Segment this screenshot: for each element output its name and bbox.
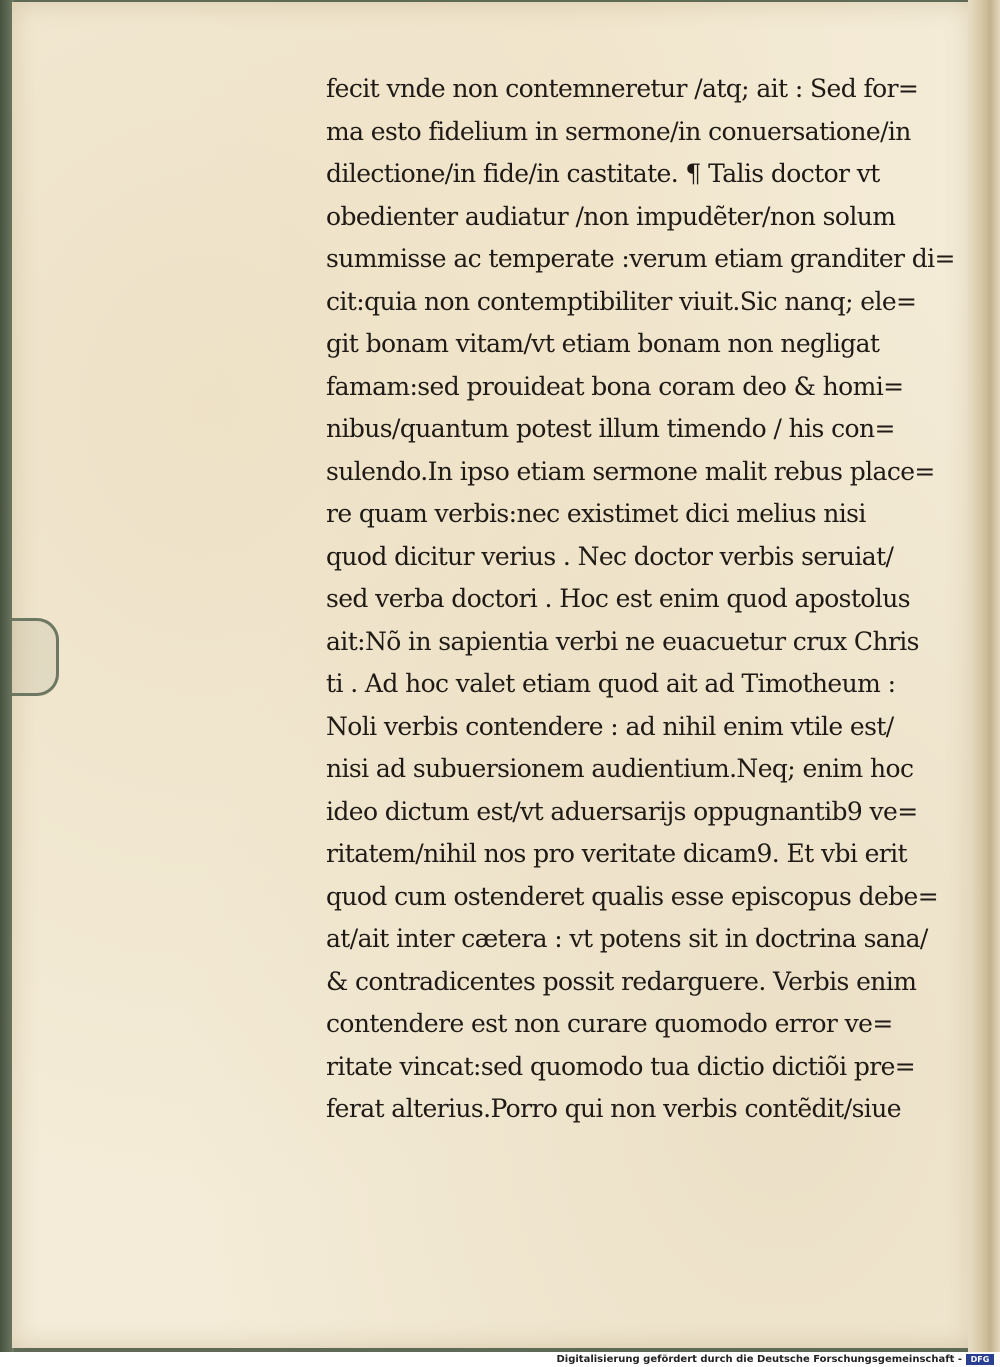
text-line: ritatem/nihil nos pro veritate dicam9. Et vbi erit (326, 839, 907, 868)
text-line: sulendo.In ipso etiam sermone malit rebus place= (326, 456, 935, 486)
text-line: dilectione/in fide/in castitate. ¶ Talis doctor vt (326, 159, 880, 188)
text-line: re quam verbis:nec existimet dici melius nisi (326, 499, 866, 528)
text-line: fecit vnde non contemneretur /atq; ait : Sed for= (326, 74, 919, 103)
text-line: ritate vincat:sed quomodo tua dictio dictiõi pre= (326, 1051, 916, 1081)
funding-credit: Digitalisierung gefördert durch die Deutsche Forschungsgemeinschaft - (556, 1354, 962, 1365)
text-line: contendere est non curare quomodo error ve= (326, 1009, 893, 1038)
text-line: ferat alterius.Porro qui non verbis contẽdit/siue (326, 1094, 901, 1123)
page-text-block (326, 68, 955, 1131)
text-line: ti . Ad hoc valet etiam quod ait ad Timotheum : (326, 669, 896, 698)
text-line: ma esto fidelium in sermone/in conuersatione/in (326, 116, 911, 146)
text-line: & contradicentes possit redarguere. Verbis enim (326, 966, 917, 996)
dfg-logo: DFG (966, 1354, 994, 1365)
text-line: nisi ad subuersionem audientium.Neq; enim hoc (326, 754, 914, 783)
text-line: nibus/quantum potest illum timendo / his con= (326, 414, 895, 443)
page-fore-edge (968, 0, 1000, 1352)
text-line: Noli verbis contendere : ad nihil enim vtile est/ (326, 711, 894, 741)
text-line: quod dicitur verius . Nec doctor verbis seruiat/ (326, 541, 894, 571)
text-line: summisse ac temperate :verum etiam granditer di= (326, 244, 955, 273)
text-line: famam:sed prouideat bona coram deo & homi= (326, 371, 904, 401)
text-line: quod cum ostenderet qualis esse episcopus debe= (326, 881, 939, 911)
binding-clasp (12, 618, 59, 696)
text-line: at/ait inter cætera : vt potens sit in doctrina sana/ (326, 924, 928, 953)
text-line: cit:quia non contemptibiliter viuit.Sic nanq; ele= (326, 286, 917, 316)
text-line: ait:Nõ in sapientia verbi ne euacuetur crux Chris (326, 626, 919, 656)
text-line: git bonam vitam/vt etiam bonam non negligat (326, 329, 880, 358)
text-line: ideo dictum est/vt aduersarijs oppugnantib9 ve= (326, 796, 918, 826)
text-line: obedienter audiatur /non impudẽter/non solum (326, 201, 896, 231)
text-line: sed verba doctori . Hoc est enim quod apostolus (326, 584, 910, 613)
